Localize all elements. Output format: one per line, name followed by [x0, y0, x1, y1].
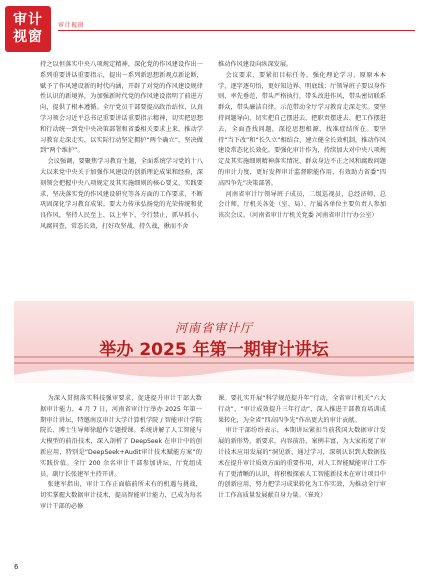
paragraph: 课。要扎实开展“科学规范提升年”行动，全省审计机关“六大行动”、“审计成效提升三年行动”，深入推进干部教育培训成果转化，为全省“四高四争先”作出更大的审计贡献。	[218, 395, 386, 424]
banner-wave	[14, 365, 414, 383]
bottom-right-column	[218, 394, 386, 502]
column-logo	[5, 6, 51, 52]
banner-org-title: 河南省审计厅	[174, 321, 253, 335]
top-left-column	[40, 60, 203, 233]
logo-line-1: 审计	[13, 12, 43, 28]
paragraph: 张建军指出，审计工作正面临前所未有的机遇与挑战，切实掌握大数据审计技术，提高智能审计能力，已成为每名审计干部的必修	[40, 481, 202, 510]
paragraph: 会议强调，要聚焦学习教育主题，全面系统学习党的十八大以来党中央关于加强作风建设的创新理论成果和经验，深刻领会把握中央八项规定及其实施细则的核心要义、实践要求，坚决落实党的作风建设研究等各方面的工作要求，不断巩固深化学习教育成果。要大力传承弘扬党的光荣传统和优良作风，坚持人民至上、以上率下，令行禁止，抓早抓小，风腐同查，常态长效，打好攻坚战、持久战，揪而不舍	[40, 158, 203, 230]
paragraph: 河南省审计厅领导班子成员，二级巡视员，总经济师，总会计师，厅机关各处（室、局）、厅属各单位主要负责人参加该次会议。（河南省审计厅机关党委 河南省审计厅办公室）	[218, 190, 386, 220]
top-right-column	[218, 60, 386, 222]
banner-stripe	[14, 362, 414, 364]
page-number: 6	[14, 563, 19, 571]
header-rule	[58, 30, 415, 31]
paragraph: 审计干部纷纷表示，本期讲坛紧扣当前我国大数据审计发展的新形势，新要求，内容前沿，案例丰富，为大家拓宽了审计技术应用发展的“洞见新，通过学习，深刻认识到大数据技术在提升审计质效方面的重要作用，对人工智能赋能审计工作有了更清晰的认识，将积极探索人工智能新技术在审计项目中的创新应用，努力把学习成果转化为工作实效，为推动全厅审计工作高质量发展献自身力量。（崔玫）	[218, 427, 386, 500]
bottom-left-column	[40, 394, 202, 513]
paragraph: 会议要求，要紧扣目标任务，强化理论学习、原原本本学，逐字逐句悟，更好知边界、明底线；厅领导班子要以身作则、率先垂范，带头严格执行，带头改进作风，带头密切联系群众，带头廉洁自律，示范带动全厅学习教育走深走实。要坚持问题导向，切实把自己摆进去、把职责摆进去、把工作摆进去，全面查找问题，深挖思想根源，找准症结所在。要坚持“当下改”和“长久立”相结合，建立健全长效机制，推动作风建设常态化长效化。要强化审计作为，持续加大对中央八项规定及其实施细则精神落实情况、群众身边不正之风和腐败问题的审计力度，更好发挥审计监督职能作用，有效助力省委“四高四争先”决策部署。	[218, 71, 386, 187]
article-title-banner	[14, 301, 414, 383]
section-tag: 审计视窗	[58, 22, 85, 29]
paragraph: 为深入贯彻落实科技强审要求，促进提升审计干部大数据审计能力，4 月 7 日，河南省审计厅举办 2025 年第一期审计讲坛，特邀南京审计大学计算机学院 / 智能审计学院院长、博士生导师徐超作专题授课。系统讲解了人工智能与大模型的前沿技术，深入剖析了 DeepSeek 在审计中的创新应用，特别是“DeepSeek+Audit审计技术赋能方案”的实践价值。全厅 200 余名审计干部参加讲坛，厅党组成员、副厅长张建军主持开讲。	[40, 395, 202, 478]
logo-line-2: 视窗	[13, 29, 43, 45]
article-title: 举办 2025 年第一期审计讲坛	[99, 340, 329, 360]
paragraph: 持之以恒落实中央八项规定精神，深化党的作风建设作出一系列重要讲话重要指示，提出一系列新思想新观点新论断，赋予了作风建设新的时代内涵，开辟了对党的作风建设规律性认识的新境界，为加强新时代党的作风建设指明了前进方向，提供了根本遵循。全厅党员干部要提高政治站位，认真学习领会习近平总书记重要讲话重要指示精神，切实把思想和行动统一到党中央决策部署和省委相关要求上来，推动学习教育走深走实，以实际行动坚定拥护“两个确立”，坚决做到“两个维护”。	[40, 61, 203, 155]
paragraph: 推动作风建设向纵深发展。	[218, 61, 293, 68]
